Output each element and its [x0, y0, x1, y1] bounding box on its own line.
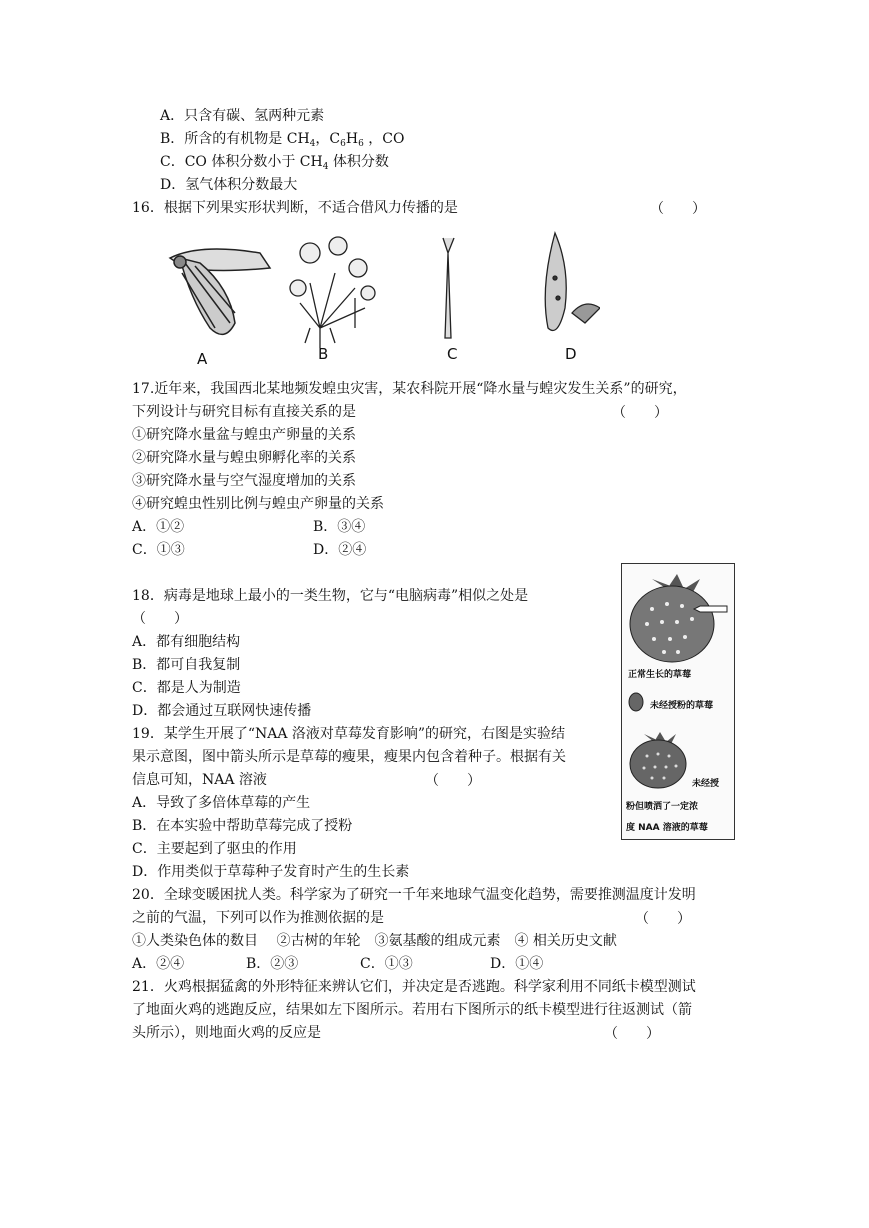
strawberry-unpollinated-illustration: [629, 693, 643, 711]
fruit-figure: [160, 228, 600, 368]
strawberry-normal-illustration: [630, 574, 714, 662]
fruit-label-a: A: [197, 350, 208, 368]
strawberry-caption-naa-3: 度 NAA 溶液的草莓: [626, 823, 708, 833]
q17-item-1: ①研究降水量盆与蝗虫产卵量的关系: [132, 427, 356, 443]
q18-answer-paren: （ ）: [132, 611, 188, 627]
q20-option-d: D．①④: [490, 956, 544, 972]
strawberry-figure: [621, 563, 735, 840]
q15-option-a: A．只含有碳、氢两种元素: [160, 108, 325, 124]
strawberry-caption-unpollinated: 未经授粉的草莓: [650, 701, 714, 711]
q17-item-4: ④研究蝗虫性别比例与蝗虫产卵量的关系: [132, 496, 384, 512]
q19-stem-line2: 果示意图，图中箭头所示是草莓的瘦果，瘦果内包含着种子。根据有关: [132, 749, 566, 765]
q17-option-b: B．③④: [313, 519, 366, 535]
fruit-label-c: C: [447, 345, 458, 363]
q18-stem: 18．病毒是地球上最小的一类生物，它与“电脑病毒”相似之处是: [132, 588, 529, 604]
q17-option-a: A．①②: [132, 519, 185, 535]
q20-option-b: B．②③: [246, 956, 299, 972]
q19-option-c: C．主要起到了驱虫的作用: [132, 841, 297, 857]
strawberry-naa-illustration: [630, 732, 686, 788]
q19-stem-line3: 信息可知，NAA 溶液: [132, 772, 267, 788]
q20-items: ①人类染色体的数目 ②古树的年轮 ③氨基酸的组成元素 ④ 相关历史文献: [132, 933, 617, 949]
q17-item-2: ②研究降水量与蝗虫卵孵化率的关系: [132, 450, 356, 466]
strawberry-caption-normal: 正常生长的草莓: [628, 670, 692, 680]
q19-option-b: B．在本实验中帮助草莓完成了授粉: [132, 818, 353, 834]
strawberry-caption-naa-2: 粉但喷洒了一定浓: [626, 802, 699, 812]
q21-stem-line2: 了地面火鸡的逃跑反应，结果如左下图所示。若用右下图所示的纸卡模型进行往返测试（箭: [132, 1002, 692, 1018]
q18-option-a: A．都有细胞结构: [132, 634, 241, 650]
q15-option-c: C．CO 体积分数小于 $CH_4$ 体积分数: [160, 154, 389, 172]
q19-option-a: A．导致了多倍体草莓的产生: [132, 795, 311, 811]
q20-answer-paren: （ ）: [635, 911, 691, 927]
strawberry-caption-naa-1: 未经授: [692, 779, 720, 789]
q20-stem-line2: 之前的气温，下列可以作为推测依据的是: [132, 910, 384, 926]
q19-answer-paren: （ ）: [425, 773, 481, 789]
q17-option-c: C．①③: [132, 542, 185, 558]
fruit-d-illustration: [545, 233, 600, 331]
q16-answer-paren: （ ）: [650, 201, 706, 217]
fruit-c-illustration: [443, 238, 454, 338]
q20-stem-line1: 20．全球变暖困扰人类。科学家为了研究一千年来地球气温变化趋势，需要推测温度计发明: [132, 887, 696, 903]
q15-option-b: B．所含的有机物是 $CH_4$，$C_6H_6$ ，CO: [160, 131, 405, 149]
fruit-a-samara-illustration: [170, 249, 270, 334]
q17-item-3: ③研究降水量与空气湿度增加的关系: [132, 473, 356, 489]
q19-stem-line1: 19．某学生开展了“NAA 洛液对草莓发育影响”的研究，右图是实验结: [132, 726, 566, 742]
fruit-b-dandelion-illustration: [290, 237, 375, 348]
q19-option-d: D．作用类似于草莓种子发育时产生的生长素: [132, 864, 410, 880]
q21-answer-paren: （ ）: [604, 1026, 660, 1042]
q21-stem-line1: 21．火鸡根据猛禽的外形特征来辨认它们，并决定是否逃跑。科学家利用不同纸卡模型测试: [132, 979, 696, 995]
q20-option-c: C．①③: [360, 956, 413, 972]
q18-option-c: C．都是人为制造: [132, 680, 241, 696]
q17-answer-paren: （ ）: [612, 405, 668, 421]
q20-option-a: A．②④: [132, 956, 185, 972]
q18-option-d: D．都会通过互联网快速传播: [132, 703, 312, 719]
q18-option-b: B．都可自我复制: [132, 657, 241, 673]
q15-option-d: D．氢气体积分数最大: [160, 177, 298, 193]
q16-stem: 16．根据下列果实形状判断，不适合借风力传播的是: [132, 200, 458, 216]
q21-stem-line3: 头所示），则地面火鸡的反应是: [132, 1025, 321, 1041]
q17-stem-line1: 17.近年来，我国西北某地频发蝗虫灾害，某农科院开展“降水量与蝗灾发生关系”的研究，: [132, 381, 687, 397]
fruit-label-d: D: [565, 345, 577, 363]
q17-stem-line2: 下列设计与研究目标有直接关系的是: [132, 404, 356, 420]
q17-option-d: D．②④: [313, 542, 367, 558]
arrow-icon: [694, 606, 727, 612]
fruit-label-b: B: [318, 345, 329, 363]
